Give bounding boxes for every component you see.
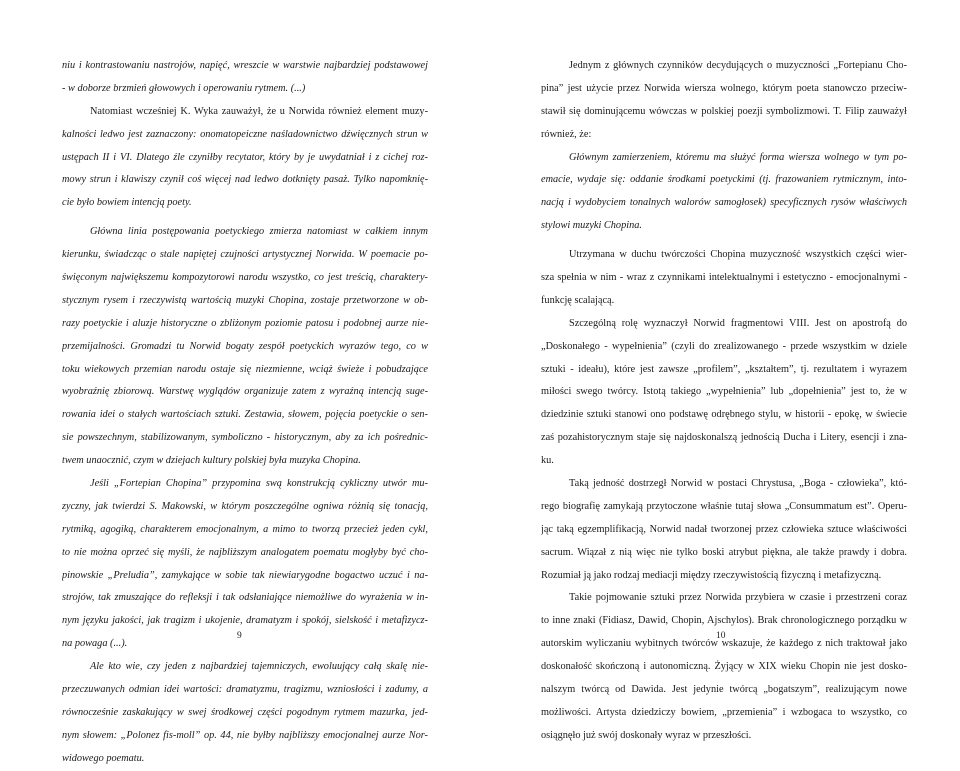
text-line: cie było bowiem intencją poety.	[62, 197, 192, 209]
text-line: strojów, tak zmuszające do refleksji i tak odsłaniające niemożliwe do wyrażenia w in-	[62, 592, 428, 604]
text-line: sie powszechnym, stabilizowanym, symboliczno - historycznym, aby za ich pośrednic-	[62, 432, 428, 444]
text-line: Ale kto wie, czy jeden z najbardziej tajemniczych, ewoluujący całą skalę nie-	[90, 661, 428, 673]
text-line: niu i kontrastowaniu nastrojów, napięć, wreszcie w warstwie najbardziej podstawowej	[62, 60, 428, 71]
text-line: to inne znaki (Fidiasz, Dawid, Chopin, Ajschylos). Brak chronologicznego porządku w	[541, 615, 907, 627]
text-line: rowania idei o stałych wartościach sztuki. Zestawia, słowem, pojęcia poetyckie o sen-	[62, 409, 428, 421]
text-line: nym słowem: „Polonez fis-moll” op. 44, nie byłby najbliższy emocjonalnej aurze Nor-	[62, 729, 428, 741]
text-line: pina” jest użycie przez Norwida wiersza wolnego, którym poeta stanowczo przeciw-	[541, 82, 907, 94]
text-line: święconym największemu kompozytorowi narodu wszystko, co jest treścią, charaktery-	[62, 272, 428, 284]
text-line: Głównym zamierzeniem, któremu ma służyć forma wiersza wolnego w tym po-	[569, 151, 907, 163]
text-line: nacją i wydobyciem tonalnych walorów samogłosek) specyficznych rysów właściwych	[541, 197, 907, 209]
text-line: Jeśli „Fortepian Chopina” przypomina swą konstrukcją cykliczny utwór mu-	[90, 478, 428, 490]
text-line: sacrum. Wiązał z nią więc nie tylko boski atrybut piękna, ale także prawdy i dobra.	[541, 546, 907, 558]
text-line: sztuki - ideału), które jest zawsze „profilem”, „kształtem”, tj. rezultatem i wyrazem	[541, 363, 907, 375]
text-line: autorskim wyliczaniu wybitnych twórców wskazuje, że każdego z nich traktował jako	[541, 638, 907, 650]
text-line: „Doskonałego - wypełnienia” (czyli do zrealizowanego - przede wszystkim w dziele	[541, 340, 907, 352]
text-line: mowy strun i klawiszy czynił coś więcej nad ledwo dotknięty pasaż. Tylko napomknię-	[62, 174, 428, 186]
text-line: to nie można oprzeć się myśli, że najbliższym analogatem poematu mogłyby być cho-	[62, 546, 428, 558]
left-page-number: 9	[237, 631, 242, 641]
text-line: jąc taką egzemplifikacją, Norwid nadał tworzonej przez człowieka sztuce właściwości	[541, 523, 907, 535]
text-line: - w doborze brzmień głowowych i operowaniu rytmem. (...)	[62, 82, 306, 94]
text-line: nalszym twórcą od Dawida. Jest jedynie twórcą „bogatszym”, realizującym nowe	[541, 684, 907, 696]
text-line: rego biografię zamykają przytoczone właśnie tutaj słowa „Consummatum est”. Operu-	[541, 500, 907, 512]
text-line: Natomiast wcześniej K. Wyka zauważył, że u Norwida również element muzy-	[90, 105, 428, 117]
text-line: przeczuwanych odmian idei wartości: dramatyzmu, tragizmu, wzniosłości i zadumy, a	[62, 684, 428, 696]
text-line: Utrzymana w duchu twórczości Chopina muzyczność wszystkich części wier-	[569, 249, 907, 261]
text-line: zyczny, jak twierdzi S. Makowski, w którym poszczególne ogniwa różnią się tonacją,	[62, 500, 428, 512]
text-line: toku wiekowych przemian narodu ostaje się niezmienne, wciąż świeże i pobudzające	[62, 363, 428, 375]
text-line: twem unaocznić, czym w dziejach kultury polskiej była muzyka Chopina.	[62, 455, 361, 467]
text-line: Rozumiał ją jako rodzaj mediacji między rzeczywistością fizyczną i metafizyczną.	[541, 569, 882, 581]
text-line: stycznym rysem i rzeczywistą wartością muzyki Chopina, zostaje przetworzone w ob-	[62, 294, 428, 306]
text-line: Taką jedność dostrzegł Norwid w postaci Chrystusa, „Boga - człowieka”, któ-	[569, 478, 907, 490]
text-line: równocześnie zaskakujący w swej środkowej części pogodnym rytmem mazurka, jed-	[62, 706, 428, 718]
text-line: Szczególną rolę wyznaczył Norwid fragmentowi VIII. Jest on apostrofą do	[569, 317, 907, 329]
text-line: również, że:	[541, 128, 592, 140]
text-line: emacie, wydaje się: oddanie środkami poetyckimi (tj. frazowaniem rytmicznym, into-	[541, 174, 907, 186]
text-line: doskonałość skończoną i autonomiczną. Żyjący w XIX wieku Chopin nie jest dosko-	[541, 661, 907, 673]
text-line: widowego poematu.	[62, 752, 145, 764]
text-line: pinowskie „Preludia”, zamykające w sobie tak niewiarygodne bogactwo uczuć i na-	[62, 569, 428, 581]
text-line: ku.	[541, 455, 554, 467]
text-line: Takie pojmowanie sztuki przez Norwida przybiera w czasie i przestrzeni coraz	[569, 592, 907, 604]
right-page-body	[541, 55, 907, 748]
text-line: rytmiką, agogiką, charakterem emocjonalnym, a mimo to tworzą przecież jeden cykl,	[62, 523, 428, 535]
text-line: stawił się dominującemu wówczas w polskiej poezji symbolizmowi. T. Filip zauważył	[541, 105, 907, 117]
text-line: zaś pozahistorycznym staje się najdoskonalszą jednością Ducha i Litery, esencji i zna-	[541, 432, 907, 444]
text-line: przemijalności. Gromadzi tu Norwid bogaty zespół poetyckich wyrazów tego, co w	[62, 340, 428, 352]
text-line: dziedzinie sztuki stanowi ono podstawę odrębnego stylu, w historii - epokę, w świecie	[541, 409, 907, 421]
text-line: osiągnęło już swój doskonały wyraz w przeszłości.	[541, 729, 752, 741]
text-line: nym języku jakości, jak tragizm i ukojenie, dramatyzm i spokój, sielskość i metafizycz-	[62, 615, 428, 627]
text-line: kierunku, świadcząc o stale napiętej czujności artystycznej Norwida. W poemacie po-	[62, 249, 428, 261]
text-line: wyobraźnię zbiorową. Warstwę wyglądów organizuje zatem z wyraźną intencją suge-	[62, 386, 428, 398]
text-line: Jednym z głównych czynników decydujących o muzyczności „Fortepianu Cho-	[569, 60, 907, 71]
text-line: razy poetyckie i aluzje historyczne o zbliżonym poziomie patosu i podobnej aurze nie-	[62, 317, 428, 329]
text-line: funkcję scalającą.	[541, 294, 615, 306]
text-line: Główna linia postępowania poetyckiego zmierza natomiast w całkiem innym	[90, 226, 428, 238]
text-line: ustępach II i VI. Dlatego źle czyniłby recytator, który by je uwydatniał i z cichej roz-	[62, 151, 428, 163]
text-line: możliwości. Artysta dziedziczy bowiem, „przemienia” i wzbogaca to wszystko, co	[541, 706, 907, 718]
text-line: sza spełnia w nim - wraz z czynnikami intelektualnymi i estetyczno - emocjonalnymi -	[541, 272, 907, 284]
left-page-body	[62, 55, 428, 771]
text-line: kalności ledwo jest zaznaczony: onomatopeiczne naśladownictwo dźwięcznych strun w	[62, 128, 428, 140]
right-page-number: 10	[716, 631, 726, 641]
text-line: na powaga (...).	[62, 638, 128, 650]
text-line: stylowi muzyki Chopina.	[541, 220, 642, 232]
text-line: miłości swego twórcy. Istotą takiego „wypełnienia” lub „dopełnienia” jest to, że w	[541, 386, 907, 398]
